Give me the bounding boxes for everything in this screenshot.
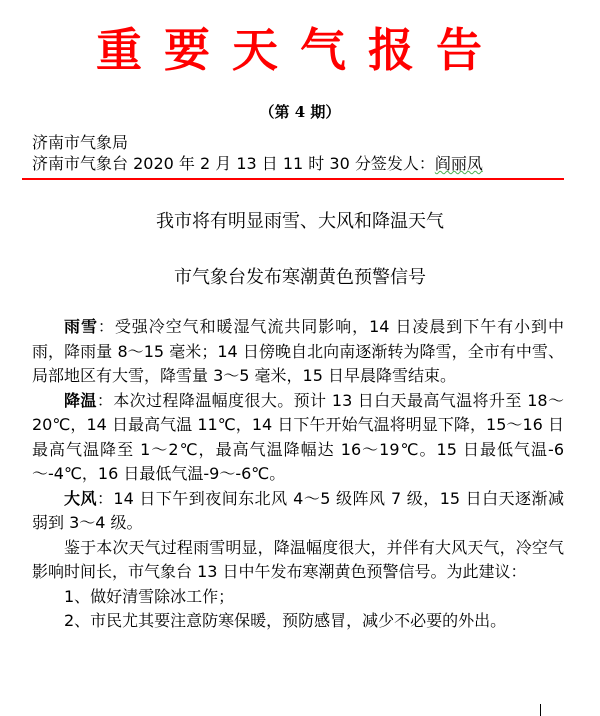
- section-rain-snow: [32, 315, 564, 389]
- advice-item: 1、做好清雪除冰工作；: [64, 586, 235, 606]
- report-title: 重要天气报告: [96, 23, 504, 77]
- text-cursor: [540, 704, 541, 716]
- section-text: ：本次过程降温幅度很大。预计 13 日白天最高气温将升至 18～20℃，14 日最高气温 11℃，14 日下午开始气温将明显下降，15～16 日最高气温降至 1～2℃，最高气温降幅达 16～19℃。15 日最低气温-6～-4℃，16 日最低气温-9～-6℃。: [32, 390, 564, 483]
- signer-name: 阎丽凤: [434, 154, 483, 173]
- issue-info: 济南市气象台 2020 年 2 月 13 日 11 时 30 分签发人：: [32, 154, 435, 173]
- section-label: 大风: [64, 488, 97, 508]
- advice-paragraph: 鉴于本次天气过程雨雪明显，降温幅度很大，并伴有大风天气，冷空气影响时间长，市气象台 13 日中午发布寒潮黄色预警信号。为此建议：: [32, 537, 564, 581]
- advice-item: 2、市民尤其要注意防寒保暖，预防感冒，减少不必要的外出。: [64, 611, 507, 630]
- section-label: 降温: [64, 390, 97, 410]
- headline-main: 我市将有明显雨雪、大风和降温天气: [156, 211, 444, 232]
- organization: 济南市气象局: [32, 133, 129, 152]
- section-label: 雨雪: [64, 317, 98, 336]
- section-cooling: [32, 389, 564, 487]
- report-body: [32, 315, 564, 634]
- section-text: ：受强冷空气和暖湿气流共同影响，14 日凌晨到下午有小到中雨，降雨量 8～15 毫米；14 日傍晚自北向南逐渐转为降雪，全市有中雪、局部地区有大雪，降雪量 3～5 毫米，15 日早晨降雪结束。: [32, 317, 564, 385]
- issued-line: [32, 151, 483, 174]
- headline-warning: 市气象台发布寒潮黄色预警信号: [174, 267, 426, 288]
- issue-number: （第 4 期）: [259, 103, 341, 121]
- section-wind: [32, 487, 564, 536]
- section-text: ：14 日下午到夜间东北风 4～5 级阵风 7 级，15 日白天逐渐减弱到 3～4 级。: [32, 488, 564, 532]
- red-divider: [22, 178, 564, 180]
